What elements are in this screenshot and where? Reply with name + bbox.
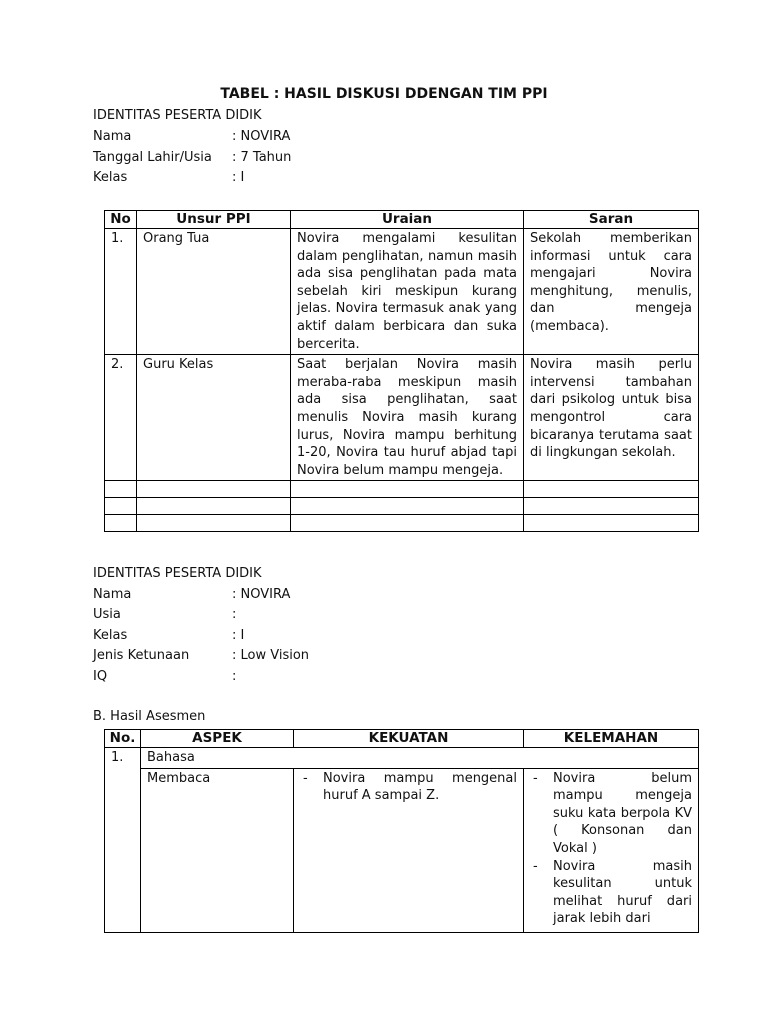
list-item: [530, 770, 692, 858]
list-item: [300, 770, 517, 805]
table-header-row: [105, 211, 699, 229]
identity-label: Tanggal Lahir/Usia: [93, 149, 212, 165]
kelemahan-clip: [530, 770, 692, 931]
identity2-row-kelas: [93, 627, 244, 645]
identity-row-kelas: [93, 169, 244, 187]
identity-value: : NOVIRA: [232, 586, 291, 602]
identity-label: Nama: [93, 129, 132, 144]
cell-saran: Novira masih perlu intervensi tambahan dari psikolog untuk bisa mengontrol cara bicaranya terutama saat di lingkungan sekolah.: [524, 355, 699, 481]
identity-label: Kelas: [93, 170, 128, 185]
cell-uraian: Saat berjalan Novira masih meraba-raba meskipun masih ada sisa penglihatan, saat menulis Novira masih kurang lurus, Novira mampu berhitung 1-20, Novira tau huruf abjad tapi Novira belum mampu mengeja.: [291, 355, 524, 481]
table-header-row: [105, 730, 699, 748]
empty-table-row: [105, 481, 699, 498]
table-row: [105, 229, 699, 355]
header-kekuatan: KEKUATAN: [294, 730, 524, 748]
header-unsur-ppi: Unsur PPI: [137, 211, 291, 229]
identity-label: Kelas: [93, 627, 128, 643]
header-no: No: [105, 211, 137, 229]
identity-row-tanggal-lahir: [93, 149, 291, 167]
identity-label: IQ: [93, 668, 108, 684]
identity-value: : I: [232, 170, 245, 185]
identity-heading-2: IDENTITAS PESERTA DIDIK: [93, 566, 262, 581]
identity2-row-iq: [93, 668, 236, 686]
cell-no: 1.: [105, 748, 141, 933]
identity2-row-nama: [93, 586, 290, 604]
kelemahan-list: [530, 770, 692, 928]
header-kelemahan: KELEMAHAN: [524, 730, 699, 748]
identity2-row-usia: [93, 606, 236, 624]
list-item: [530, 858, 692, 928]
empty-table-row: [105, 515, 699, 532]
list-item-text: Novira masih kesulitan untuk melihat huruf dari jarak lebih dari: [553, 858, 692, 927]
list-item-text: Novira belum mampu mengeja suku kata berpola KV ( Konsonan dan Vokal ): [553, 770, 692, 856]
identity-value: : Low Vision: [232, 648, 310, 663]
identity2-row-jenis-ketunaan: [93, 647, 309, 665]
table-row-category: [105, 748, 699, 769]
identity-label: Usia: [93, 607, 121, 622]
header-uraian: Uraian: [291, 211, 524, 229]
dash-bullet: -: [303, 770, 308, 786]
cell-no: 2.: [105, 355, 137, 481]
document-title: TABEL : HASIL DISKUSI DDENGAN TIM PPI: [220, 86, 548, 102]
table-row: [105, 768, 699, 932]
identity-value: : I: [232, 627, 245, 643]
dash-bullet: -: [533, 858, 538, 874]
ppi-discussion-table: [104, 210, 699, 532]
cell-aspek: Membaca: [141, 768, 294, 932]
cell-category: Bahasa: [141, 748, 699, 769]
identity-value: : NOVIRA: [232, 129, 291, 144]
dash-bullet: -: [533, 770, 538, 786]
header-aspek: ASPEK: [141, 730, 294, 748]
cell-kekuatan: [294, 768, 524, 932]
identity-heading: IDENTITAS PESERTA DIDIK: [93, 108, 262, 123]
cell-kelemahan: [524, 768, 699, 932]
cell-uraian: Novira mengalami kesulitan dalam penglihatan, namun masih ada sisa penglihatan pada mata sebelah kiri meskipun kurang jelas. Novira termasuk anak yang aktif dalam berbicara dan suka bercerita.: [291, 229, 524, 355]
table-row: [105, 355, 699, 481]
identity-label: Nama: [93, 586, 132, 602]
identity-value: :: [232, 607, 237, 622]
header-no: No.: [105, 730, 141, 748]
cell-saran: Sekolah memberikan informasi untuk cara mengajari Novira menghitung, menulis, dan mengeja (membaca).: [524, 229, 699, 355]
identity-value: : 7 Tahun: [232, 149, 292, 165]
cell-unsur: Orang Tua: [137, 229, 291, 355]
identity-label: Jenis Ketunaan: [93, 648, 190, 663]
header-saran: Saran: [524, 211, 699, 229]
identity-value: :: [232, 668, 237, 684]
empty-table-row: [105, 498, 699, 515]
cell-no: 1.: [105, 229, 137, 355]
assessment-table: [104, 729, 699, 933]
section-heading-hasil-asesmen: B. Hasil Asesmen: [93, 709, 206, 724]
kekuatan-list: [300, 770, 517, 805]
identity-row-nama: [93, 128, 290, 146]
list-item-text: Novira mampu mengenal huruf A sampai Z.: [323, 770, 517, 804]
cell-unsur: Guru Kelas: [137, 355, 291, 481]
